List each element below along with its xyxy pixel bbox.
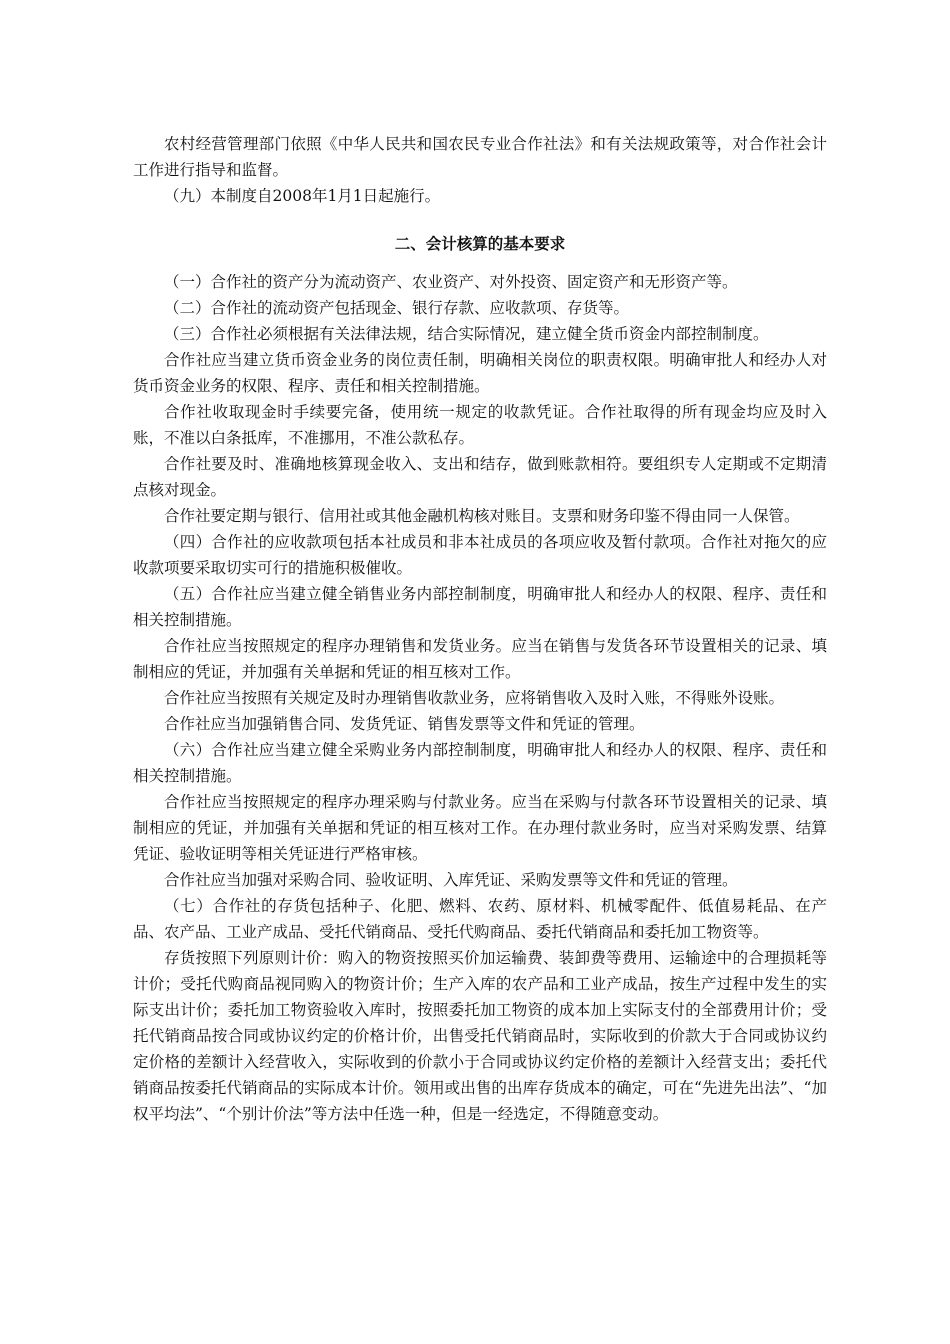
paragraph-sales-2: 合作社应当按照规定的程序办理销售和发货业务。应当在销售与发货各环节设置相关的记录、填制相应的凭证，并加强有关单据和凭证的相互核对工作。 bbox=[133, 637, 827, 681]
paragraph-purchase-2: 合作社应当按照规定的程序办理采购与付款业务。应当在采购与付款各环节设置相关的记录、填制相应的凭证，并加强有关单据和凭证的相互核对工作。在办理付款业务时，应当对采购发票、结算凭证、验收证明等相关凭证进行严格审核。 bbox=[133, 793, 827, 863]
document-page bbox=[133, 131, 827, 1127]
paragraph-assets-1: （一）合作社的资产分为流动资产、农业资产、对外投资、固定资产和无形资产等。 bbox=[164, 273, 738, 291]
paragraph-assets-2: （二）合作社的流动资产包括现金、银行存款、应收款项、存货等。 bbox=[164, 299, 630, 317]
paragraph-receivables: （四）合作社的应收款项包括本社成员和非本社成员的各项应收及暂付款项。合作社对拖欠的应收款项要采取切实可行的措施积极催收。 bbox=[133, 533, 827, 577]
paragraph-cash-2: 合作社收取现金时手续要完备，使用统一规定的收款凭证。合作社取得的所有现金均应及时入账，不准以白条抵库，不准挪用，不准公款私存。 bbox=[133, 403, 827, 447]
paragraph-intro-2: （九）本制度自2008年1月1日起施行。 bbox=[164, 187, 441, 205]
paragraph-purchase-1: （六）合作社应当建立健全采购业务内部控制制度，明确审批人和经办人的权限、程序、责任和相关控制措施。 bbox=[133, 741, 827, 785]
section-title: 二、会计核算的基本要求 bbox=[394, 235, 566, 253]
paragraph-inventory-1: （七）合作社的存货包括种子、化肥、燃料、农药、原材料、机械零配件、低值易耗品、在产品、农产品、工业产成品、受托代销商品、受托代购商品、委托代销商品和委托加工物资等。 bbox=[133, 897, 827, 941]
paragraph-assets-3: （三）合作社必须根据有关法律法规，结合实际情况，建立健全货币资金内部控制制度。 bbox=[164, 325, 769, 343]
paragraph-sales-1: （五）合作社应当建立健全销售业务内部控制制度，明确审批人和经办人的权限、程序、责任和相关控制措施。 bbox=[133, 585, 827, 629]
paragraph-sales-4: 合作社应当加强销售合同、发货凭证、销售发票等文件和凭证的管理。 bbox=[164, 715, 645, 733]
paragraph-inventory-2: 存货按照下列原则计价：购入的物资按照买价加运输费、装卸费等费用、运输途中的合理损耗等计价；受托代购商品视同购入的物资计价；生产入库的农产品和工业产成品，按生产过程中发生的实际支出计价；委托加工物资验收入库时，按照委托加工物资的成本加上实际支付的全部费用计价；受托代销商品按合同或协议约定的价格计价，出售受托代销商品时，实际收到的价款大于合同或协议约定价格的差额计入经营收入，实际收到的价款小于合同或协议约定价格的差额计入经营支出；委托代销商品按委托代销商品的实际成本计价。领用或出售的出库存货成本的确定，可在“先进先出法”、“加权平均法”、“个别计价法”等方法中任选一种，但是一经选定，不得随意变动。 bbox=[133, 949, 827, 1123]
paragraph-purchase-3: 合作社应当加强对采购合同、验收证明、入库凭证、采购发票等文件和凭证的管理。 bbox=[164, 871, 738, 889]
paragraph-sales-3: 合作社应当按照有关规定及时办理销售收款业务，应将销售收入及时入账，不得账外设账。 bbox=[164, 689, 785, 707]
paragraph-cash-1: 合作社应当建立货币资金业务的岗位责任制，明确相关岗位的职责权限。明确审批人和经办人对货币资金业务的权限、程序、责任和相关控制措施。 bbox=[133, 351, 827, 395]
paragraph-cash-3: 合作社要及时、准确地核算现金收入、支出和结存，做到账款相符。要组织专人定期或不定期清点核对现金。 bbox=[133, 455, 827, 499]
paragraph-cash-4: 合作社要定期与银行、信用社或其他金融机构核对账目。支票和财务印鉴不得由同一人保管。 bbox=[164, 507, 800, 525]
paragraph-intro-1: 农村经营管理部门依照《中华人民共和国农民专业合作社法》和有关法规政策等，对合作社会计工作进行指导和监督。 bbox=[133, 135, 827, 179]
